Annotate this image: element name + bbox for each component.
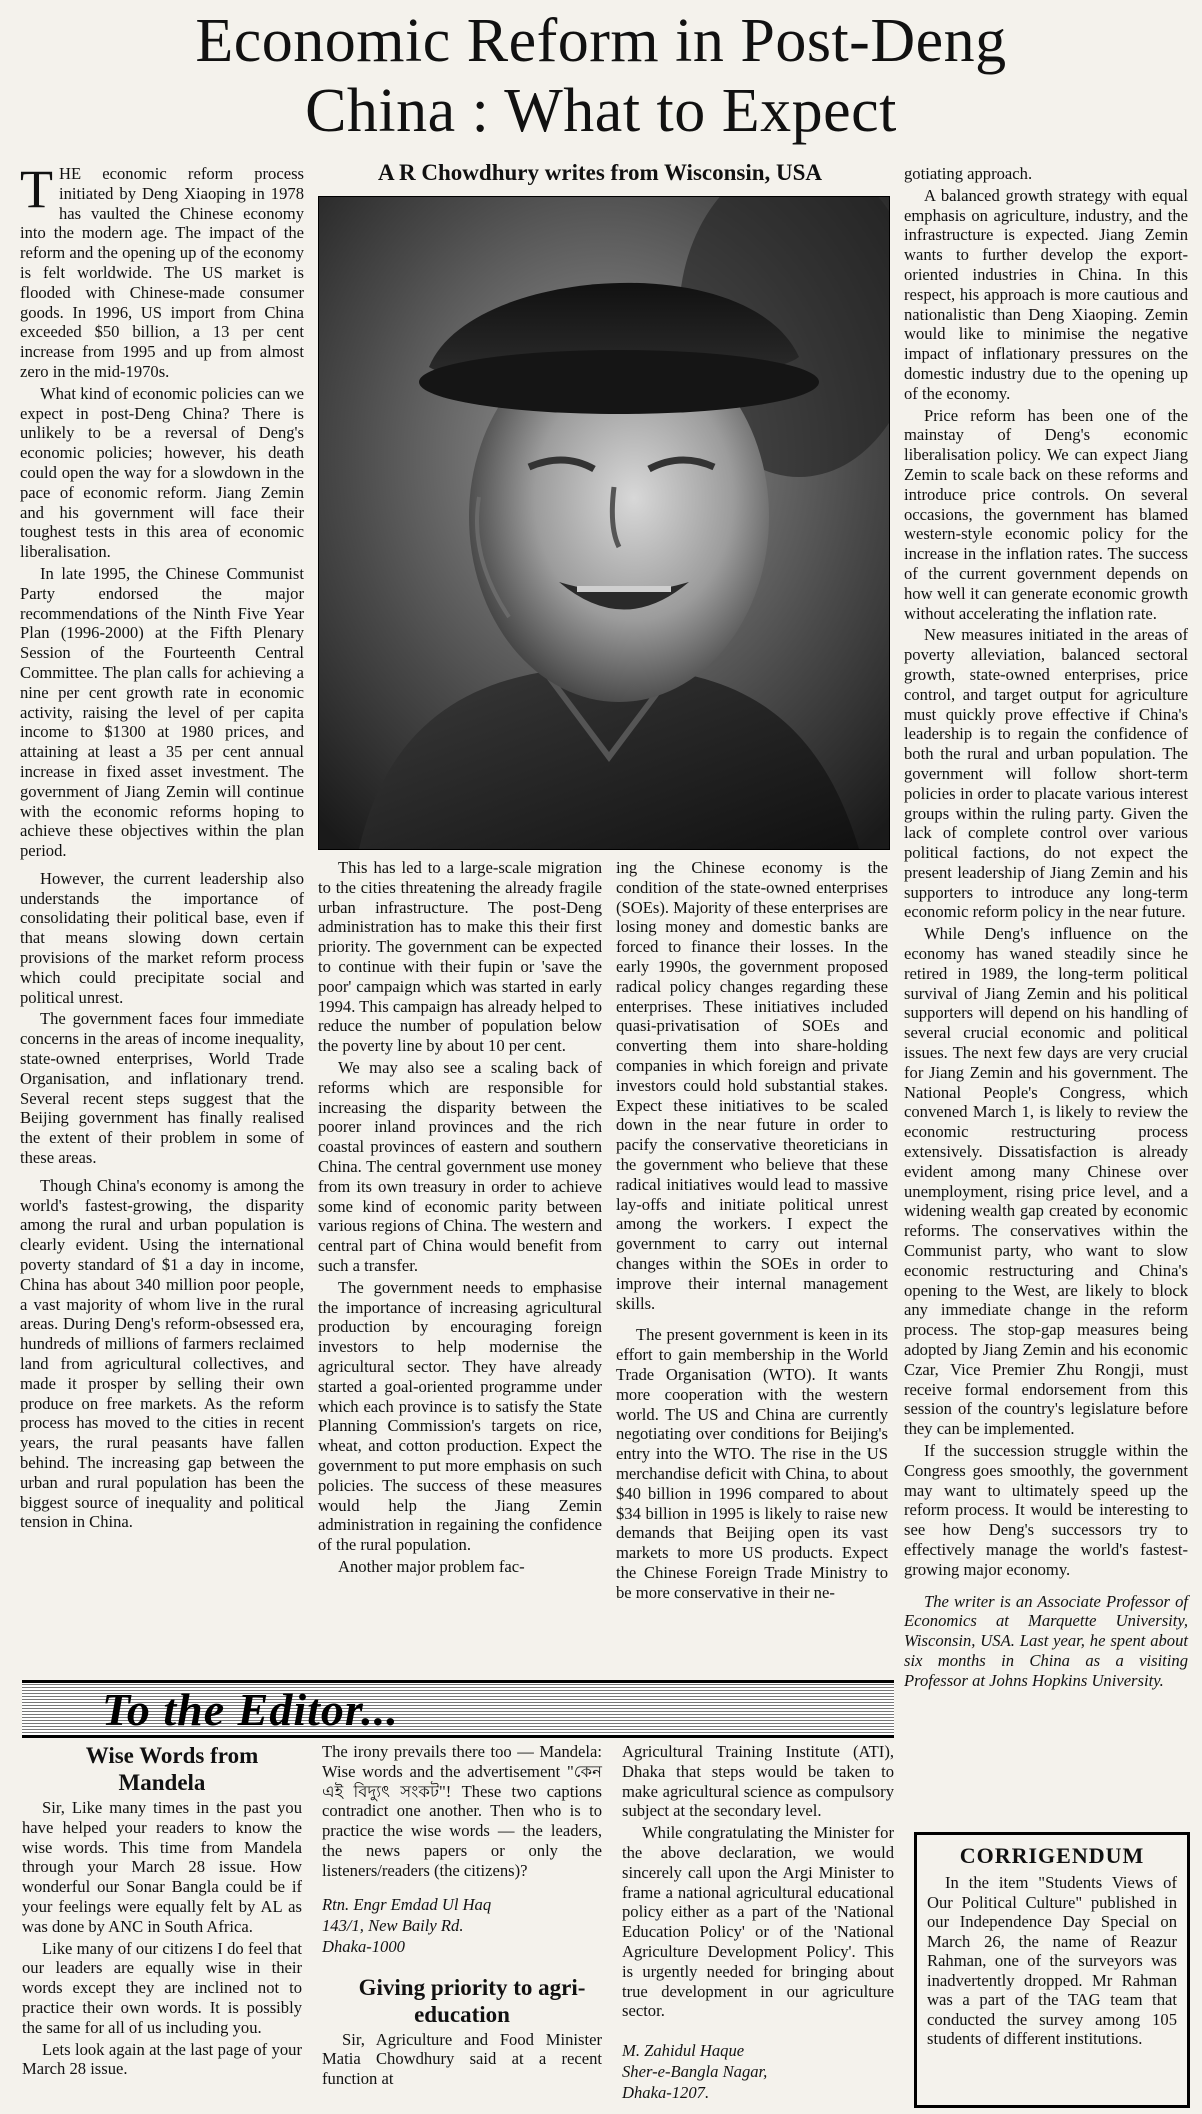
letter-paragraph: Sir, Agriculture and Food Minister Matia Chowdhury said at a recent function at — [322, 2029, 602, 2089]
signature-line: Sher-e-Bangla Nagar, — [622, 2062, 768, 2082]
article-paragraph: The government faces four immediate concerns in the areas of income inequality, state-owned enterprises, World Trade Organisation, and inflationary trend. Several recent steps suggest that the Beijing government has finally realised the extent of their problem in some of these areas. — [20, 1009, 304, 1168]
drop-cap: T — [20, 159, 53, 219]
article-paragraph: If the succession struggle within the Congress goes smoothly, the government may want to ultimately speed up the reform process. It would be interesting to see how Deng's successors try to effectively manage the world's fastest-growing major economy. — [904, 1441, 1188, 1579]
letter-paragraph: The irony prevails there too — Mandela: Wise words and the advertisement "কেন এই বিদ্যুৎ সংকট"! These two captions contradict one another. Then who is to practice the wise words — the leaders, the news papers or only the listeners/readers (the citizens)? — [322, 1742, 602, 1880]
article-paragraph: This has led to a large-scale migration to the cities threatening the already fragile urban infrastructure. The post-Deng administration has to make this their first priority. The government can be expected to continue with their fupin or 'save the poor' campaign which was started in early 1994. This campaign has already helped to reduce the number of population below the poverty line by about 10 per cent. — [318, 858, 603, 1056]
byline: A R Chowdhury writes from Wisconsin, USA — [377, 160, 823, 185]
corrigendum-title: CORRIGENDUM — [959, 1843, 1145, 1868]
signature-line: Rtn. Engr Emdad Ul Haq — [322, 1894, 492, 1914]
signature-line: Dhaka-1000 — [322, 1936, 405, 1956]
signature-line: 143/1, New Baily Rd. — [322, 1915, 464, 1935]
portrait-image — [319, 197, 889, 849]
author-note: The writer is an Associate Professor of Economics at Marquette University, Wisconsin, USA. Last year, he spent about six months in China as a visiting Professor at Johns Hopkins University. — [904, 1591, 1188, 1690]
article-paragraph: A balanced growth strategy with equal emphasis on agriculture, industry, and the infrastructure is expected. Jiang Zemin wants to further develop the export-oriented industries in China. In this respect, his approach is more cautious and nationalistic than Deng Xiaoping. Zemin would like to minimise the negative impact of inflationary pressures on the domestic industry due to the opening up of the economy. — [904, 185, 1188, 403]
article-paragraph: The present government is keen in its effort to gain membership in the World Trade Organisation (WTO). It wants more cooperation with the western world. The US and China are currently negotiating over conditions for Beijing's entry into the WTO. The rise in the US merchandise deficit with China, to about $40 billion in 1996 compared to about $34 billion in 1995 is likely to raise new demands that Beijing open its vast markets to more US products. Expect the Chinese Foreign Trade Ministry to be more conservative in their ne- — [616, 1325, 888, 1602]
letter-title: Giving priority to agri-education — [358, 1974, 586, 2027]
article-paragraph: gotiating approach. — [904, 164, 1033, 183]
to-the-editor-banner — [22, 1680, 894, 1738]
letter-column-3 — [622, 1742, 894, 2104]
letter-paragraph: Lets look again at the last page of your March 28 issue. — [22, 2039, 302, 2079]
headline-line-1: Economic Reform in Post-Deng — [195, 7, 1007, 75]
banner-title: To the Editor... — [102, 1684, 399, 1735]
letter-signature — [622, 2041, 894, 2102]
article-paragraph: In late 1995, the Chinese Communist Party endorsed the major recommendations of the Ninth Five Year Plan (1996-2000) at the Fifth Plenary Session of the Fourteenth Central Committee. The plan calls for achieving a nine per cent growth rate in economic activity, raising the level of per capita income to $1300 at 1980 prices, and attaining at least a 35 per cent annual increase in fixed asset investment. The government of Jiang Zemin will continue with the economic reforms hoping to achieve these objectives within the plan period. — [20, 563, 304, 861]
article-column-2 — [318, 858, 602, 1579]
letter-column-2 — [322, 1742, 602, 2091]
article-paragraph: The government needs to emphasise the importance of increasing agricultural production by encouraging foreign investors to help modernise the agricultural sector. They have already started a goal-oriented programme under which each province is to satisfy the State Planning Commission's targets on rice, wheat, and cotton production. Expect the government to put more emphasis on such policies. The success of these measures would help the Jiang Zemin administration in regaining the confidence of the rural population. — [318, 1277, 602, 1555]
letter-paragraph: Sir, Like many times in the past you have helped your readers to know the wise words. This time from Mandela through your March 28 issue. How wonderful our Sonar Bangla could be if your feelings were equally felt by AL as was done by ANC in South Africa. — [22, 1798, 302, 1936]
signature-line: Dhaka-1207. — [622, 2083, 710, 2103]
article-paragraph — [20, 159, 304, 382]
article-column-3 — [616, 858, 888, 1604]
letter-signature — [322, 1895, 602, 1956]
deng-xiaoping-photo — [318, 196, 890, 850]
corrigendum-body: In the item "Students Views of Our Political Culture" published in our Independence Day Special on March 26, the name of Reazur Rahman, one of the surveyors was inadvertently dropped. Mr Rahman was a part of the TAG team that conducted the survey among 105 students of different institutions. — [927, 1873, 1177, 2048]
article-paragraph: While Deng's influence on the economy has waned steadily since he retired in 1989, the long-term political survival of Jiang Zemin and his political supporters will depend on his handling of several crucial economic and political issues. The next few days are very crucial for Jiang Zemin and his government. The National People's Congress, which convened March 1, is likely to review the economic restructuring process extensively. Dissatisfaction is already evident among many Chinese over unemployment, rising price level, and a widening wealth gap created by economic reforms. The conservatives within the Communist party, who want to slow economic restructuring and China's opening to the West, are likely to block any immediate change in the reform process. The stop-gap measures being adopted by Jiang Zemin and his economic Czar, Vice Premier Zhu Rongji, must receive formal endorsement from this session of the country's legislature before they can be implemented. — [904, 924, 1188, 1439]
article-paragraph: Another major problem fac- — [338, 1556, 525, 1576]
letter-title: Wise Words from Mandela — [85, 1743, 259, 1795]
article-paragraph: New measures initiated in the areas of poverty alleviation, balanced sectoral growth, state-owned enterprises, price control, and target output for agriculture must quickly prove effective if China's leadership is to regain the confidence of both the rural and urban population. The government will follow short-term policies in order to placate various interest groups within the ruling party. Given the lack of complete control over various political factions, do not expect the present leadership of Jiang Zemin and his supporters to introduce any long-term economic reform policy in the near future. — [904, 625, 1188, 922]
letter-paragraph: While congratulating the Minister for the above declaration, we would sincerely call upon the Argi Minister to frame a national agricultural educational policy either as a part of the 'National Education Policy' or of the 'National Agriculture Development Policy'. This is urgently needed for bringing about true development in our agriculture sector. — [622, 1823, 894, 2021]
letter-column-1 — [22, 1742, 302, 2081]
article-headline — [0, 6, 1202, 146]
signature-line: M. Zahidul Haque — [622, 2041, 745, 2061]
article-paragraph: ing the Chinese economy is the condition of the state-owned enterprises (SOEs). Majority of these enterprises are losing money and domestic banks are forced to finance their losses. In the early 1990s, the government proposed radical policy changes regarding these enterprises. These initiatives included quasi-privatisation of SOEs and converting them into share-holding companies in which foreign and private investors could hold substantial stakes. Expect these initiatives to be scaled down in the near future in order to pacify the conservative theoreticians in the government who believe that these radical initiatives would lead to massive lay-offs and initiate political unrest among the workers. I expect the government to carry out internal changes within the SOEs in order to improve their internal management skills. — [616, 858, 888, 1313]
letter-paragraph: Like many of our citizens I do feel that our leaders are equally wise in their words except they are inclined not to practice their own words. It is possibly the same for all of us including you. — [22, 1938, 302, 2037]
article-paragraph: Though China's economy is among the world's fastest-growing, the disparity among the rural and urban population is clearly evident. Using the international poverty standard of $1 a day in income, China has about 340 million poor people, a vast majority of whom live in the rural areas. During Deng's reform-obsessed era, hundreds of millions of farmers reclaimed land from agricultural collectives, and made it prosper by selling their own produce on free markets. As the reform process has moved to the cities in recent years, the rural peasants have fallen behind. The increasing gap between the urban and rural population has been the biggest source of inequality and political tension in China. — [20, 1175, 304, 1532]
cap-brim — [419, 350, 819, 414]
article-paragraph: What kind of economic policies can we expect in post-Deng China? There is unlikely to be a reversal of Deng's economic policies; however, his death could open the way for a slowdown in the pace of economic reform. Jiang Zemin and his government will face their toughest tests in this area of economic liberalisation. — [20, 383, 304, 562]
article-paragraph: We may also see a scaling back of reforms which are responsible for increasing the disparity between the poorer inland provinces and the rich coastal provinces of eastern and southern China. The central government use money from its own treasury in order to achieve some kind of economic parity between various regions of China. The western and central part of China would benefit from such a transfer. — [318, 1057, 602, 1275]
letter-paragraph: Agricultural Training Institute (ATI), Dhaka that steps would be taken to make agricultural science as compulsory subject at the secondary level. — [622, 1742, 894, 1821]
headline-line-2: China : What to Expect — [305, 77, 897, 145]
article-paragraph: However, the current leadership also understands the importance of consolidating their political base, even if that means slowing down certain provisions of the market reform process which could precipitate social and political unrest. — [20, 868, 304, 1007]
article-column-4 — [904, 164, 1188, 1693]
article-paragraph-text: HE economic reform process initiated by Deng Xiaoping in 1978 has vaulted the Chinese economy into the modern age. The impact of the reform and the opening up of the economy is felt worldwide. The US market is flooded with Chinese-made consumer goods. In 1996, US import from China exceeded $50 billion, a 13 per cent increase from 1995 and up from almost zero in the mid-1970s. — [20, 164, 304, 381]
corrigendum-box — [914, 1832, 1190, 2108]
article-column-1 — [20, 159, 304, 1534]
article-paragraph: Price reform has been one of the mainstay of Deng's economic liberalisation policy. We can expect Jiang Zemin to scale back on these reforms and introduce price controls. On several occasions, the government has blamed western-style economic policy for the increase in the inflation rates. The success of the current government depends on how well it can generate economic growth without accelerating the inflation rate. — [904, 405, 1188, 623]
